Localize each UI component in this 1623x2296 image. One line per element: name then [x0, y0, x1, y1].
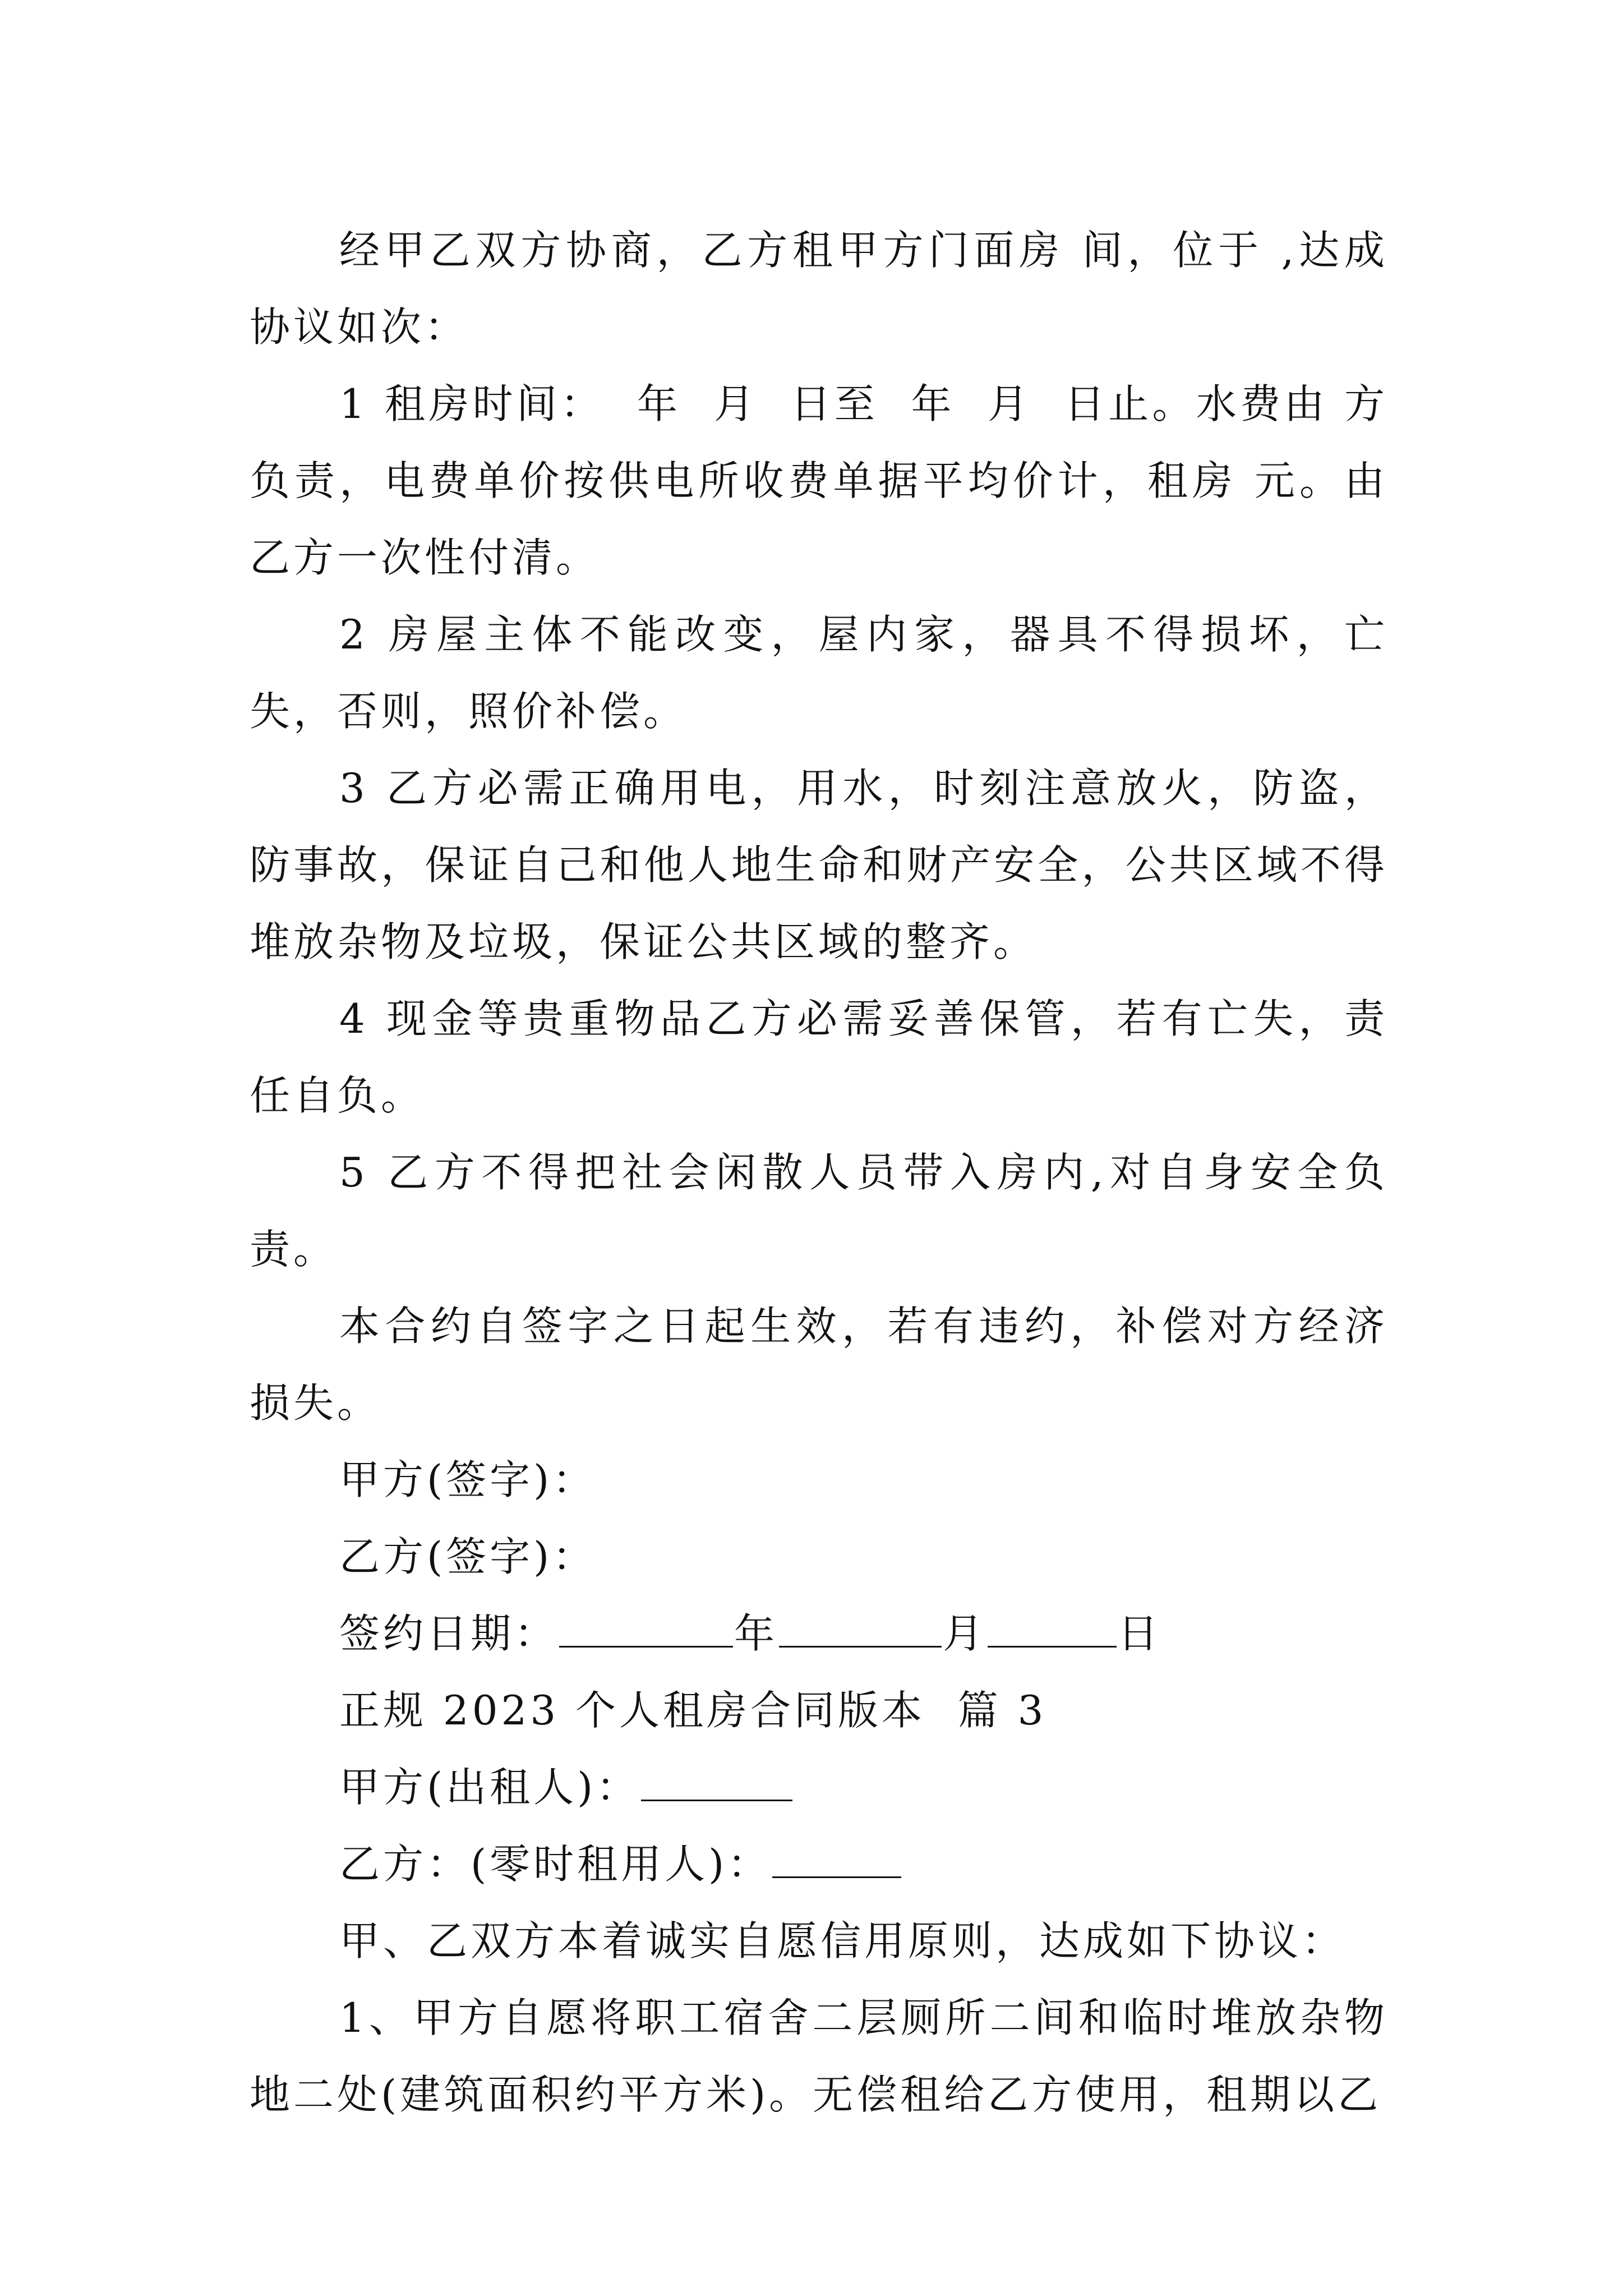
- clause-safety: 3 乙方必需正确用电，用水，时刻注意放火，防盗，防事故，保证自己和他人地生命和财产安全，公共区域不得堆放杂物及垃圾，保证公共区域的整齐。: [250, 765, 1388, 965]
- intro-paragraph: 经甲乙双方协商，乙方租甲方门面房 间，位于 ,达成协议如次：: [250, 227, 1388, 351]
- year-label: 年: [734, 1610, 778, 1657]
- document-body: [250, 212, 1388, 2133]
- month-blank: [779, 1646, 942, 1648]
- sign-date-line: [250, 1595, 1388, 1672]
- sign-date-label: 签约日期：: [339, 1610, 559, 1657]
- month-label: 月: [943, 1610, 987, 1657]
- clause-rental-period: 1 租房时间： 年 月 日至 年 月 日止。水费由 方负责，电费单价按供电所收费单据平均价计，租房 元。由乙方一次性付清。: [250, 380, 1388, 581]
- lessee-blank: [772, 1876, 901, 1878]
- day-label: 日: [1118, 1610, 1162, 1657]
- clause-house-structure: 2 房屋主体不能改变，屋内家，器具不得损坏，亡失，否则，照价补偿。: [250, 611, 1388, 735]
- clause-valuables: 4 现金等贵重物品乙方必需妥善保管，若有亡失，责任自负。: [250, 995, 1388, 1119]
- section-title: 正规 2023 个人租房合同版本 篇 3: [339, 1687, 1047, 1734]
- lessee-line: [250, 1826, 1388, 1903]
- agreement-intro: 甲、乙双方本着诚实自愿信用原则，达成如下协议：: [339, 1917, 1346, 1964]
- effect-paragraph: 本合约自签字之日起生效，若有违约，补偿对方经济损失。: [250, 1303, 1388, 1427]
- year-blank: [559, 1646, 733, 1648]
- day-blank: [988, 1646, 1117, 1648]
- lessor-label: 甲方(出租人)：: [339, 1764, 640, 1811]
- lessor-blank: [641, 1800, 792, 1801]
- clause-1-premises: 1、甲方自愿将职工宿舍二层厕所二间和临时堆放杂物地二处(建筑面积约平方米)。无偿租给乙方使用，租期以乙: [250, 1994, 1388, 2118]
- lessee-label: 乙方：(零时租用人)：: [339, 1841, 772, 1888]
- clause-visitors: 5 乙方不得把社会闲散人员带入房内,对自身安全负责。: [250, 1149, 1388, 1273]
- lessor-line: [250, 1749, 1388, 1826]
- party-a-signature-line: 甲方(签字)：: [339, 1456, 597, 1503]
- party-b-signature-line: 乙方(签字)：: [339, 1533, 597, 1580]
